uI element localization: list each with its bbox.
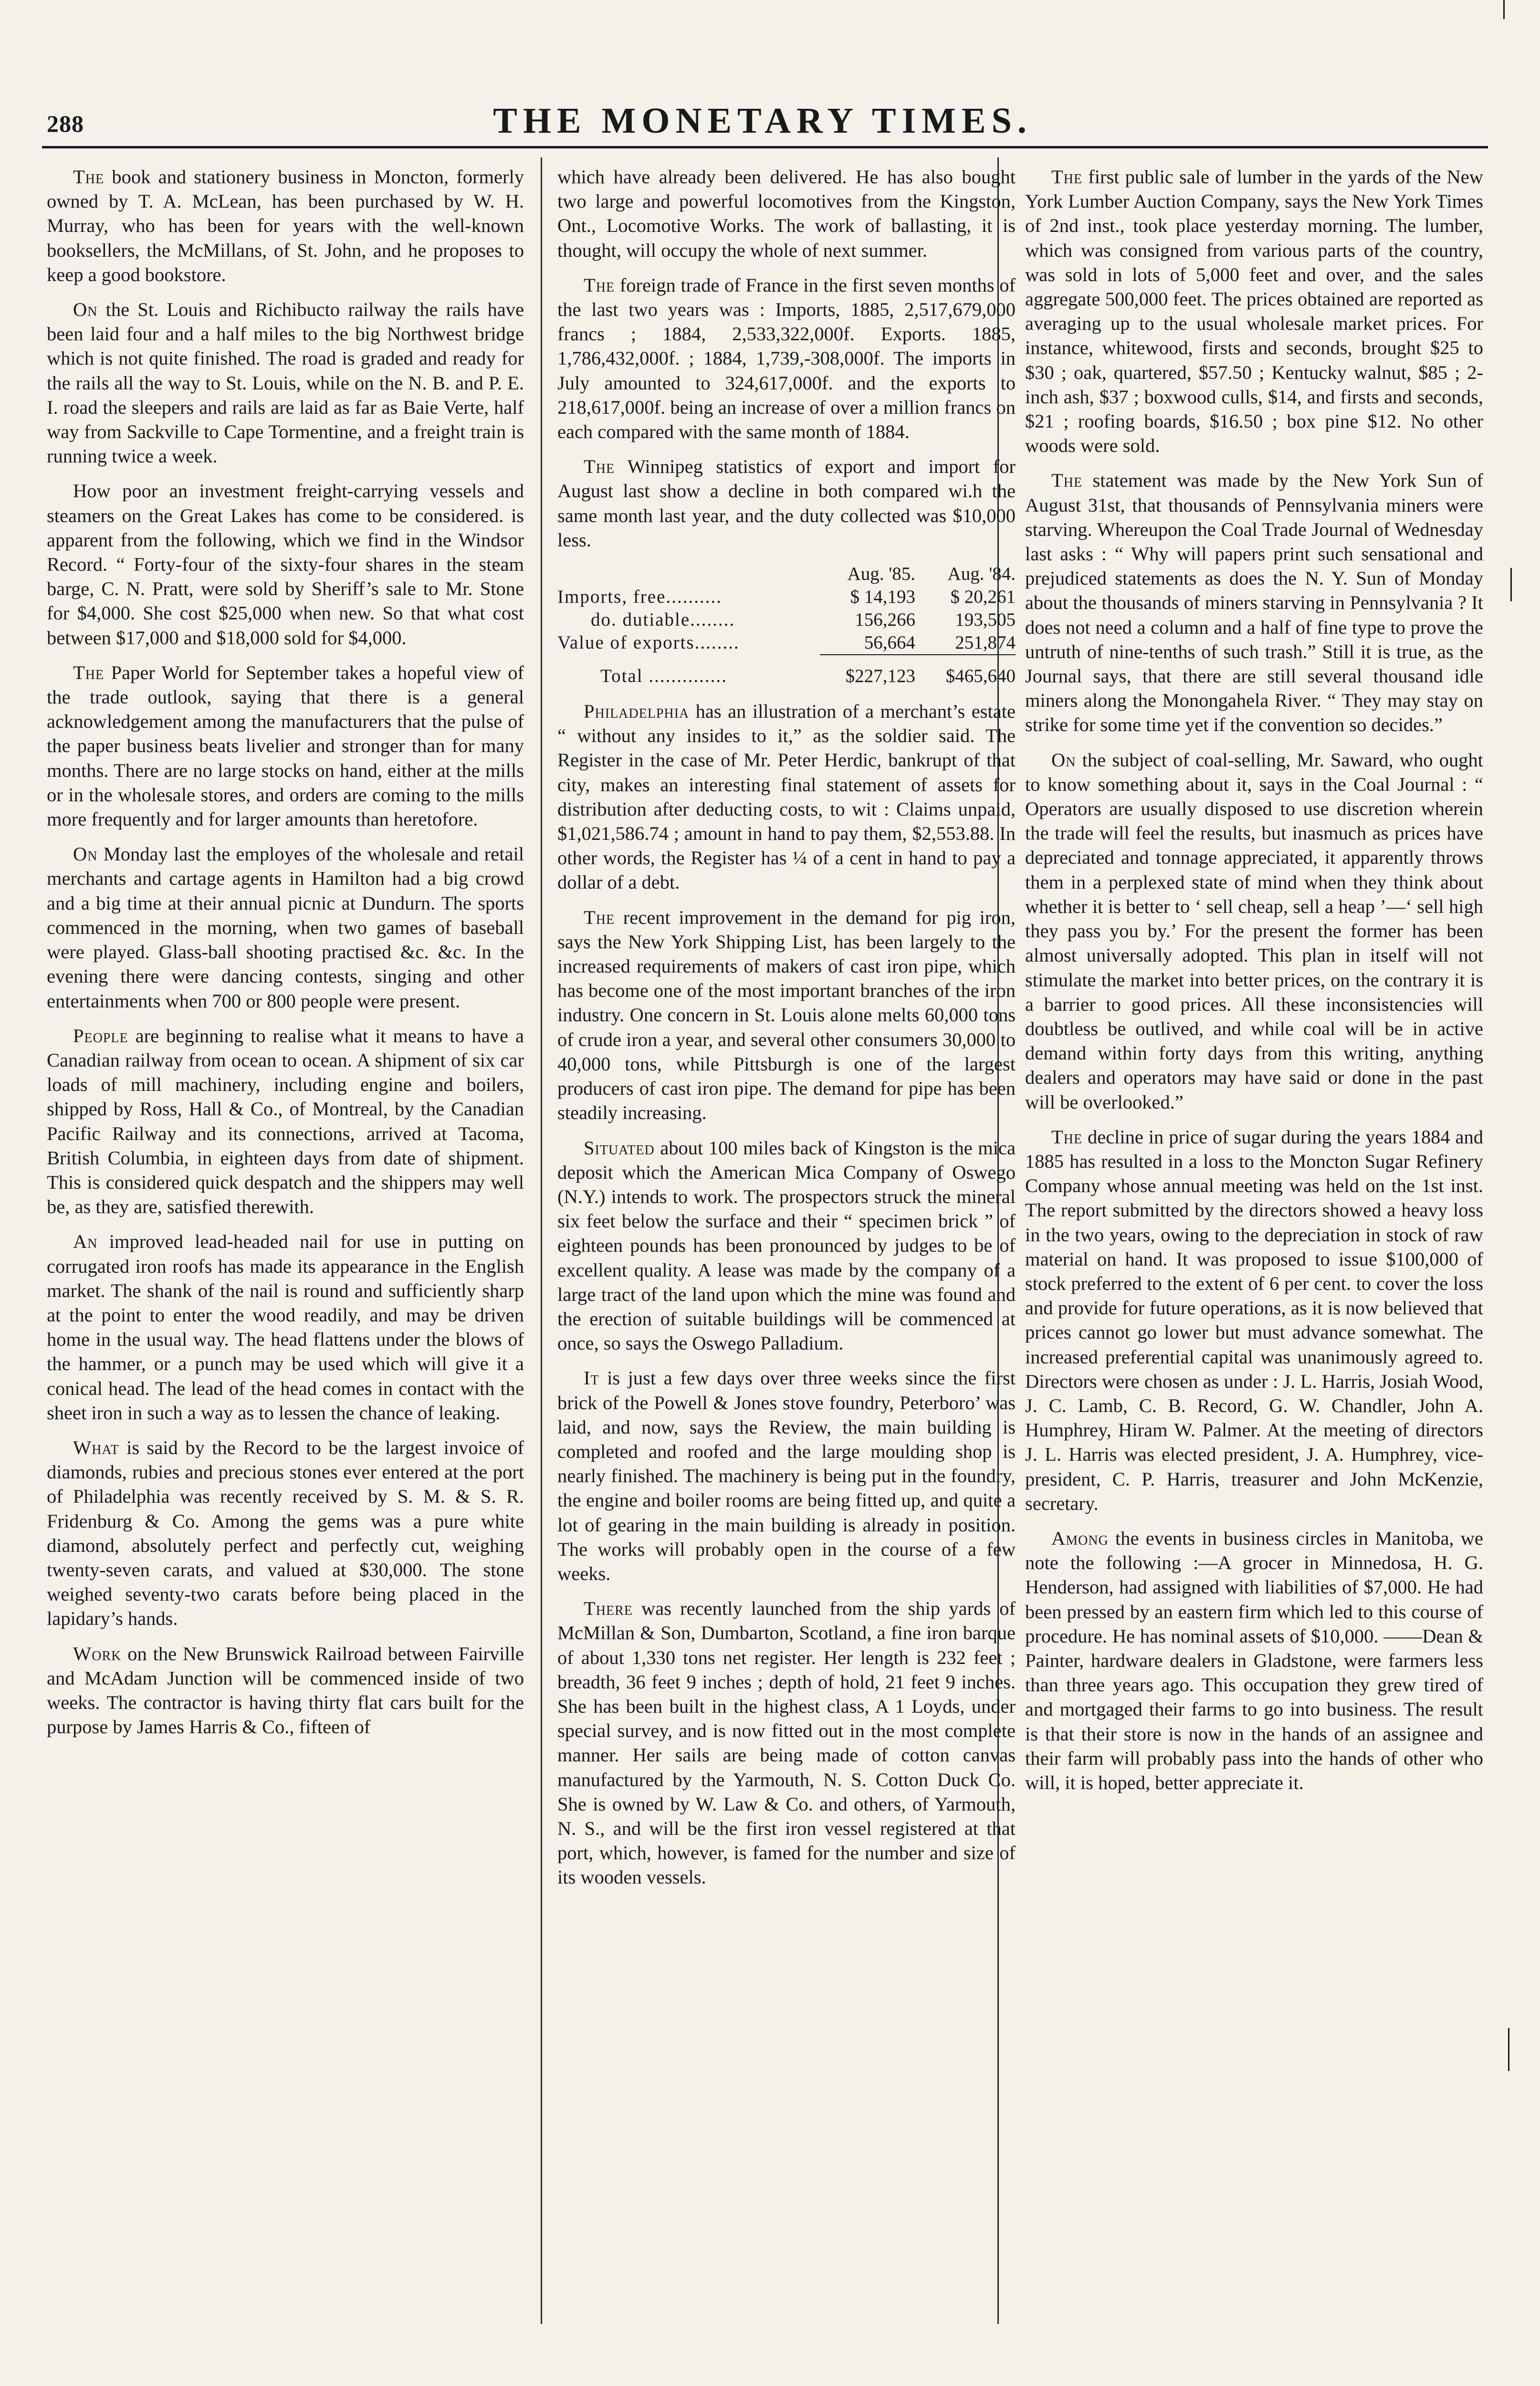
paragraph-text: Paper World for September takes a hopeful view of the trade outlook, saying that there is a general acknowledgement among the manufacturers that the pulse of the paper business beats livelier and stronger than for many months. There are no large stocks on hand, either at the mills or in the wholesale stores, and orders are coming to the mills more frequently and for larger amounts than heretofore. <box>47 661 524 830</box>
stats-value-85: $ 14,193 <box>850 586 915 607</box>
lead-word: On <box>73 843 98 865</box>
lead-word: Situated <box>584 1137 655 1159</box>
lead-word: People <box>73 1025 128 1046</box>
lead-word: The <box>584 906 615 928</box>
article-paragraph <box>47 842 524 1013</box>
paragraph-text: on the New Brunswick Railroad between Fairville and McAdam Junction will be commenced inside of two weeks. The contractor is having thirty flat cars built for the purpose by James Harris & Co., fifteen of <box>47 1643 524 1738</box>
page-header <box>42 100 1483 143</box>
stats-row-exports <box>557 631 1016 655</box>
margin-mark <box>1503 0 1505 19</box>
lead-word: Among <box>1051 1527 1109 1549</box>
column-2-upper <box>557 165 1016 552</box>
article-paragraph <box>557 165 1016 262</box>
paragraph-text: decline in price of sugar during the years 1884 and 1885 has resulted in a loss to the Moncton Sugar Refinery Company whose annual meeting was held on the 1st inst. The report submitted by the directors showed a heavy loss in the two years, owing to the depreciation in stock of raw material on hand. It was proposed to issue $100,000 of stock preferred to the extent of 6 per cent. to cover the loss and provide for future operations, as it is now believed that prices cannot go lower but must advance somewhat. The increased preferential capital was unanimously agreed to. Directors were chosen as under : J. L. Harris, Josiah Wood, J. C. Lamb, C. B. Record, G. W. Chandler, John A. Humphrey, Hiram W. Palmer. At the meeting of directors J. L. Harris was elected president, J. A. Humphrey, vice-president, C. P. Harris, treasurer and John McKenzie, secretary. <box>1025 1126 1483 1514</box>
article-paragraph <box>47 660 524 831</box>
article-paragraph <box>557 454 1016 552</box>
column-divider-1 <box>541 157 542 2324</box>
article-paragraph <box>1025 165 1483 458</box>
stats-col-header-84: Aug. '84. <box>947 564 1016 585</box>
column-2 <box>557 165 1016 2312</box>
article-paragraph <box>557 699 1016 895</box>
stats-row-dutiable <box>557 608 1016 631</box>
article-paragraph <box>557 1366 1016 1586</box>
masthead-title: THE MONETARY TIMES. <box>493 101 1032 141</box>
lead-word: It <box>584 1367 599 1389</box>
paragraph-text: recent improvement in the demand for pig iron, says the New York Shipping List, has been largely to the increased requirements of makers of cast iron pipe, which has become one of the most important branches of the iron industry. One concern in St. Louis alone melts 60,000 tons of crude iron a year, and several other consumers 30,000 to 40,000 tons, while Pittsburgh is one of the largest producers of cast iron pipe. The demand for pipe has been steadily increasing. <box>557 906 1016 1124</box>
article-paragraph <box>47 479 524 649</box>
article-paragraph <box>1025 1526 1483 1795</box>
article-paragraph <box>47 1024 524 1219</box>
stats-value-84: 251,874 <box>915 631 1016 655</box>
stats-value-85: 156,266 <box>855 609 915 630</box>
paragraph-text: Monday last the employes of the wholesale and retail merchants and cartage agents in Hamilton had a big crowd and a big time at their annual picnic at Dundurn. The sports commenced in the morning, when two games of baseball were played. Glass-ball shooting practised &c. &c. In the evening there were dancing contests, singing and other entertainments when 700 or 800 people were present. <box>47 843 524 1012</box>
stats-col-header-85: Aug. '85. <box>847 564 915 585</box>
lead-word: On <box>1051 749 1076 771</box>
article-paragraph <box>47 1229 524 1425</box>
paragraph-text: about 100 miles back of Kingston is the mica deposit which the American Mica Company of Oswego (N.Y.) intends to work. The prospectors struck the mineral six feet below the surface and their “ specimen brick ” of eighteen pounds has been pronounced by judges to be of excellent quality. A lease was made by the company of a large tract of the land upon which the mine was found and the erection of suitable buildings will be commenced at once, so says the Oswego Palladium. <box>557 1137 1016 1354</box>
lead-word: The <box>1051 166 1083 188</box>
column-1 <box>47 165 524 2312</box>
lead-word: The <box>73 661 105 683</box>
paragraph-text: How poor an investment freight-carrying vessels and steamers on the Great Lakes has come to be considered. is apparent from the following, which we find in the Windsor Record. “ Forty-four of the sixty-four shares in the steam barge, C. N. Pratt, were sold by Sheriff’s sale to Mr. Stone for $4,000. She cost $25,000 when new. So that what cost between $17,000 and $18,000 sold for $4,000. <box>47 480 524 649</box>
stats-label: Imports, free.......... <box>557 586 722 607</box>
paragraph-text: was recently launched from the ship yards of McMillan & Son, Dumbarton, Scotland, a fine iron barque of about 1,330 tons net register. Her length is 232 feet ; breadth, 36 feet 9 inches ; depth of hold, 21 feet 9 inches. She has been built in the highest class, A 1 Loyds, under special survey, and is now fitted out in the most complete manner. Her sails are being made of cotton canvas manufactured by the Yarmouth, N. S. Cotton Duck Co. She is owned by W. Law & Co. and others, of Yarmouth, N. S., and will be the first iron vessel registered at that port, which, however, is famed for the number and size of its wooden vessels. <box>557 1598 1016 1888</box>
header-rule <box>42 146 1488 148</box>
paragraph-text: Winnipeg statistics of export and import for August last show a decline in both compared wi.h the same month last year, and the duty collected was $10,000 less. <box>557 456 1016 551</box>
lead-word: The <box>584 456 615 478</box>
stats-total-85: $227,123 <box>845 666 915 687</box>
lead-word: What <box>73 1436 119 1458</box>
lead-word: The <box>584 274 615 296</box>
paragraph-text: the subject of coal-selling, Mr. Saward, who ought to know something about it, says in the Coal Journal : “ Operators are usually disposed to use discretion wherein the trade will feel the results, but inasmuch as prices have depreciated and tonnage appreciated, it apparently throws them in a perplexed state of mind when they think about whether it is better to ‘ sell cheap, sell a heap ’—‘ sell high they pass you by.’ For the present the former has been almost universally adopted. This plan in itself will not stimulate the market into better prices, on the contrary it is a barrier to good prices. All these inconsistencies will doubtless be outlived, and while coal will be in active demand within forty days from this writing, anything dealers and operators may have said or done in the past will be overlooked.” <box>1025 749 1483 1113</box>
margin-mark <box>1510 568 1512 601</box>
stats-value-84: $ 20,261 <box>950 586 1016 607</box>
stats-label: Value of exports........ <box>557 632 740 653</box>
stats-value-85: 56,664 <box>820 631 915 655</box>
paragraph-text: the events in business circles in Manitoba, we note the following :—A grocer in Minnedosa, H. G. Henderson, had assigned with liabilities of $7,000. He had been pressed by an eastern firm which led to this course of procedure. He has nominal assets of $10,000. ——Dean & Painter, hardware dealers in Gladstone, were farmers less than three years ago. This occupation they grew tired of and mortgaged their farms to go into business. The result is that their store is now in the hands of an assignee and their farm will probably pass into the hands of other who will, it is hoped, better appreciate it. <box>1025 1527 1483 1793</box>
paragraph-text: the St. Louis and Richibucto railway the rails have been laid four and a half miles to the big Northwest bridge which is not quite finished. The road is graded and ready for the rails all the way to St. Louis, while on the N. B. and P. E. I. road the sleepers and rails are laid as far as Baie Verte, half way from Sackville to Cape Tormentine, and a freight train is running twice a week. <box>47 299 524 467</box>
lead-word: The <box>1051 1126 1083 1148</box>
lead-word: There <box>584 1598 633 1620</box>
column-3 <box>1025 165 1483 2312</box>
paragraph-text: book and stationery business in Moncton, formerly owned by T. A. McLean, has been purchased by W. H. Murray, who has been for years with the well-known booksellers, the McMillans, of St. John, and he proposes to keep a good bookstore. <box>47 166 524 285</box>
stats-header-row <box>557 563 1016 586</box>
paragraph-text: are beginning to realise what it means to have a Canadian railway from ocean to ocean. A shipment of six car loads of mill machinery, including engine and boilers, shipped by Ross, Hall & Co., of Montreal, by the Canadian Pacific Railway and its connections, arrived at Tacoma, British Columbia, in eighteen days from date of shipment. This is considered quick despatch and the shippers may well be, as they are, satisfied therewith. <box>47 1025 524 1218</box>
article-paragraph <box>47 297 524 468</box>
page-number: 288 <box>47 110 84 137</box>
article-paragraph <box>557 1596 1016 1889</box>
column-2-lower <box>557 699 1016 1890</box>
stats-label: do. dutiable........ <box>591 609 735 630</box>
paragraph-text: which have already been delivered. He has also bought two large and powerful locomotives from the Kingston, Ont., Locomotive Works. The work of ballasting, it is thought, will occupy the whole of next summer. <box>557 166 1016 261</box>
paragraph-text: foreign trade of France in the first seven months of the last two years was : Imports, 1885, 2,517,679,000 francs ; 1884, 2,533,322,000f. Exports. 1885, 1,786,432,000f. ; 1884, 1,739,-308,000f. The imports in July amounted to 324,617,000f. and the exports to 218,617,000f. being an increase of over a million francs on each compared with the same month of 1884. <box>557 274 1016 443</box>
paragraph-text: improved lead-headed nail for use in putting on corrugated iron roofs has made its appearance in the English market. The shank of the nail is round and sufficiently sharp at the point to enter the wood readily, and may be driven home in the usual way. The head flattens under the blows of the hammer, or a punch may be used which will give it a conical head. The lead of the head comes in contact with the sheet iron in such a way as to lessen the chance of leaking. <box>47 1231 524 1423</box>
article-paragraph <box>557 1136 1016 1356</box>
stats-value-84: 193,505 <box>955 609 1016 630</box>
lead-word: On <box>73 299 98 321</box>
article-paragraph <box>557 273 1016 444</box>
lead-word: The <box>1051 470 1083 492</box>
stats-total-84: $465,640 <box>945 666 1016 687</box>
paragraph-text: is said by the Record to be the largest invoice of diamonds, rubies and precious stones ever entered at the port of Philadelphia was recently received by S. M. & S. R. Fridenburg & Co. Among the gems was a pure white diamond, absolutely perfect and perfectly cut, weighing twenty-seven carats, and valued at $30,000. The stone weighed seventy-two carats before being placed in the lapidary’s hands. <box>47 1436 524 1630</box>
paragraph-text: has an illustration of a merchant’s estate “ without any insides to it,” as the soldier said. The Register in the case of Mr. Peter Herdic, bankrupt of that city, makes an interesting final statement of assets for distribution after deducting costs, to wit : Claims unpaid, $1,021,586.74 ; amount in hand to pay them, $2,553.88. In other words, the Register has ¼ of a cent in hand to pay a dollar of a debt. <box>557 701 1016 893</box>
paragraph-text: is just a few days over three weeks since the first brick of the Powell & Jones stove foundry, Peterboro’ was laid, and now, says the Review, the main building is completed and roofed and the large moulding shop is nearly finished. The machinery is being put in the foundry, the engine and boiler rooms are being fitted up, and quite a lot of gearing in the main building is already in position. The works will probably open in the course of a few weeks. <box>557 1367 1016 1584</box>
winnipeg-stats-table <box>557 563 1016 688</box>
article-paragraph <box>47 1642 524 1739</box>
margin-mark <box>1508 2028 1509 2071</box>
lead-word: Philadelphia <box>584 701 690 722</box>
article-paragraph <box>1025 468 1483 737</box>
article-paragraph <box>557 905 1016 1125</box>
article-paragraph <box>47 165 524 287</box>
paragraph-text: first public sale of lumber in the yards of the New York Lumber Auction Company, says the New York Times of 2nd inst., took place yesterday morning. The lumber, which was consigned from various parts of the country, was sold in lots of 5,000 feet and over, and the sales aggregate 500,000 feet. The prices obtained are reported as averaging up to the usual wholesale market prices. For instance, whitewood, firsts and seconds, brought $25 to $30 ; oak, quartered, $57.50 ; Kentucky walnut, $85 ; 2-inch ash, $37 ; boxwood culls, $14, and firsts and seconds, $21 ; roofing boards, $16.50 ; box pine $12. No other woods were sold. <box>1025 166 1483 457</box>
lead-word: The <box>73 166 105 188</box>
lead-word: Work <box>73 1643 122 1664</box>
article-paragraph <box>1025 748 1483 1114</box>
paragraph-text: statement was made by the New York Sun of August 31st, that thousands of Pennsylvania miners were starving. Whereupon the Coal Trade Journal of Wednesday last asks : “ Why will papers print such sensational and prejudiced statements as does the N. Y. Sun of Monday about the thousands of miners starving in Pennsylvania ? It does not need a column and a half of fine type to prove the untruth of nine-tenths of such trash.” Still it is true, as the Journal says, that there are still several thousand idle miners along the Monongahela River. “ They may stay on strike for some time yet if the convention so decides.” <box>1025 470 1483 736</box>
stats-total-label: Total .............. <box>600 666 727 687</box>
article-paragraph <box>47 1435 524 1631</box>
stats-row-imports-free <box>557 586 1016 608</box>
lead-word: An <box>73 1231 98 1253</box>
stats-row-total <box>557 665 1016 688</box>
article-paragraph <box>1025 1125 1483 1516</box>
